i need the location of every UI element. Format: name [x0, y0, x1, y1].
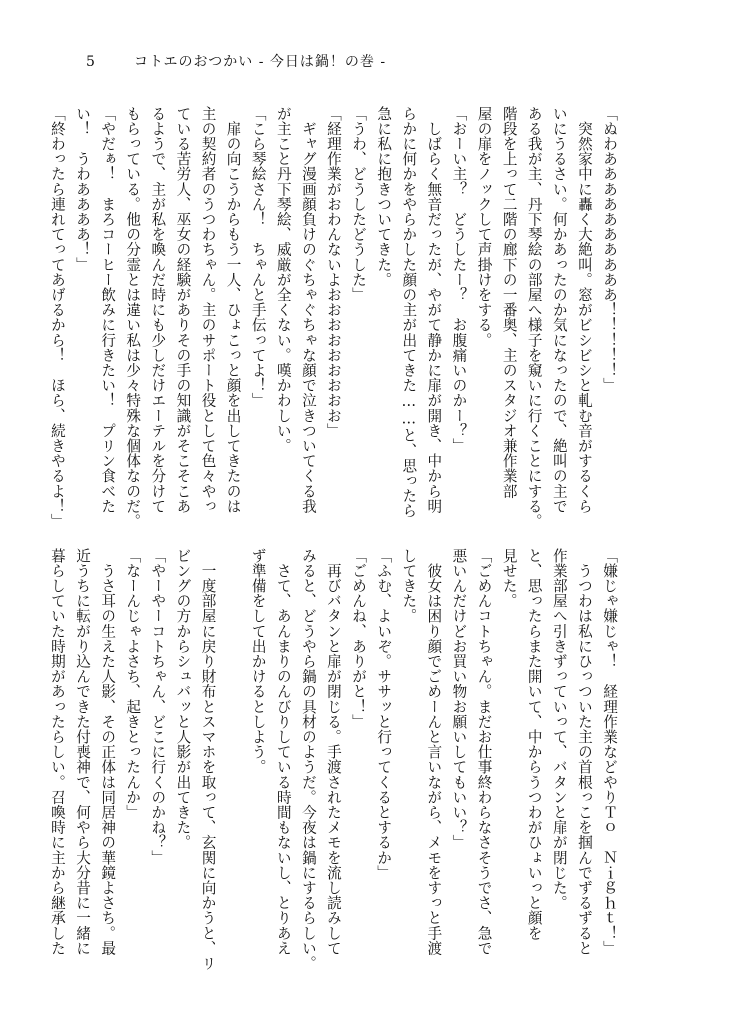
page-header [0, 52, 730, 76]
text-line: もらっている。他の分霊とは違い私は少々特殊な個体なのだ。 [124, 106, 142, 529]
text-line: 見せた。 [500, 548, 518, 609]
text-line: うさ耳の生えた人影、その正体は同居神の華鏡よさち。最 [99, 548, 117, 956]
text-line: ギャグ漫画顔負けのぐちゃぐちゃな顔で泣きついてくる我 [299, 106, 317, 514]
text-line: ず準備をして出かけるとしよう。 [249, 548, 267, 775]
text-line: 近うちに転がり込んできた付喪神で、何やら大分昔に一緒に [74, 548, 92, 956]
text-line: 「なーんじゃよさち、起きとったんか」 [124, 548, 142, 820]
text-line: 「ふむ、よいぞ。ササッと行ってくるとするか」 [375, 548, 393, 881]
text-line: 作業部屋へ引きずっていって、バタンと扉が閉じた。 [550, 548, 568, 911]
text-line: 「やだぁ！ まろコーヒー飲みに行きたい！ プリン食べた [99, 106, 117, 514]
text-line: 「嫌じゃ嫌じゃ！ 経理作業などやりＴｏ Ｎｉｇｈｔ！」 [601, 548, 618, 956]
text-line: と、思ったらまた開いて、中からうつわがひょいっと顔を [525, 548, 543, 941]
text-line: 一度部屋に戻り財布とスマホを取って、玄関に向かうと、リ [199, 548, 217, 971]
text-line: 「ごめんコトちゃん。まだお仕事終わらなさそうでさ、急で [475, 548, 493, 956]
text-line [221, 548, 246, 948]
running-title: コトエのおつかい - 今日は鍋！の巻 - [134, 54, 387, 70]
text-line: 暮らしていた時期があったらしい。召喚時に主から継承した [48, 548, 66, 956]
text-line: 「うわ、どうしたどうした」 [350, 106, 368, 303]
bottom-text-block [48, 548, 622, 971]
text-line: 「終わったら連れてってあげるから！ ほら、続きやるよ！」 [48, 106, 66, 529]
text-line: 再びバタンと扉が閉じる。手渡されたメモを流し読みして [324, 548, 342, 956]
text-line: しばらく無音だったが、やがて静かに扉が開き、中から明 [425, 106, 443, 514]
text-line: 急に私に抱きついてきた。 [375, 106, 393, 288]
text-line: うつわは私にひっついた主の首根っこを掴んでずるずると [575, 548, 593, 956]
top-text-block [48, 106, 622, 529]
text-line: みると、どうやら鍋の具材のようだ。今夜は鍋にするらしい。 [299, 548, 317, 971]
text-line: さて、あんまりのんびりしている時間もないし、とりあえ [274, 548, 292, 956]
text-line: 扉の向こうからもう一人、ひょこっと顔を出してきたのは [224, 106, 242, 514]
text-line: 階段を上って二階の廊下の一番奥、主のスタジオ兼作業部 [500, 106, 518, 499]
text-line: 彼女は困り顔でごめーんと言いながら、メモをすっと手渡 [425, 548, 443, 956]
text-line: 「経理作業がおわんないよおおおおおおおおお」 [324, 106, 342, 439]
text-line: 「ごめんね、ありがと！」 [350, 548, 368, 730]
text-line: 主の契約者のうつわちゃん。主のサポート役として色々やっ [199, 106, 217, 514]
text-line: 「こら琴絵さん！ ちゃんと手伝ってよ！」 [249, 106, 267, 408]
page-number: 5 [86, 54, 95, 70]
text-line: してきた。 [400, 548, 418, 624]
text-line: い！ うわああああ！」 [74, 106, 92, 273]
text-line: 悪いんだけどお買い物お願いしてもいい？」 [450, 548, 468, 850]
text-line: るようで、主が私を喚んだ時にも少しだけエーテルを分けて [149, 106, 167, 514]
text-line: ビングの方からシュバッと人影が出てきた。 [174, 548, 192, 850]
text-line: ている苦労人、巫女の経験がありその手の知識がそこそこあ [174, 106, 192, 514]
text-line: 「おーい主？ どうしたー？ お腹痛いのかー？」 [450, 106, 468, 454]
text-line: が主こと丹下琴絵、威厳が全くない。嘆かわしい。 [274, 106, 292, 454]
text-line: 屋の扉をノックして声掛けをする。 [475, 106, 493, 348]
text-line: ある我が主、丹下琴絵の部屋へ様子を窺いに行くことにする。 [525, 106, 543, 529]
text-line: 「ぬわああああああああああ！！！！！」 [601, 106, 618, 393]
text-line: 「やーやーコトちゃん、どこに行くのかね？」 [149, 548, 167, 866]
text-line: らかに何かをやらかした顔の主が出てきた……と、思ったら [400, 106, 418, 519]
text-line: いにうるさい。何かあったのか気になったので、絶叫の主で [550, 106, 568, 514]
text-line: 突然家中に轟く大絶叫。窓がビシビシと軋む音がするくら [575, 106, 593, 514]
